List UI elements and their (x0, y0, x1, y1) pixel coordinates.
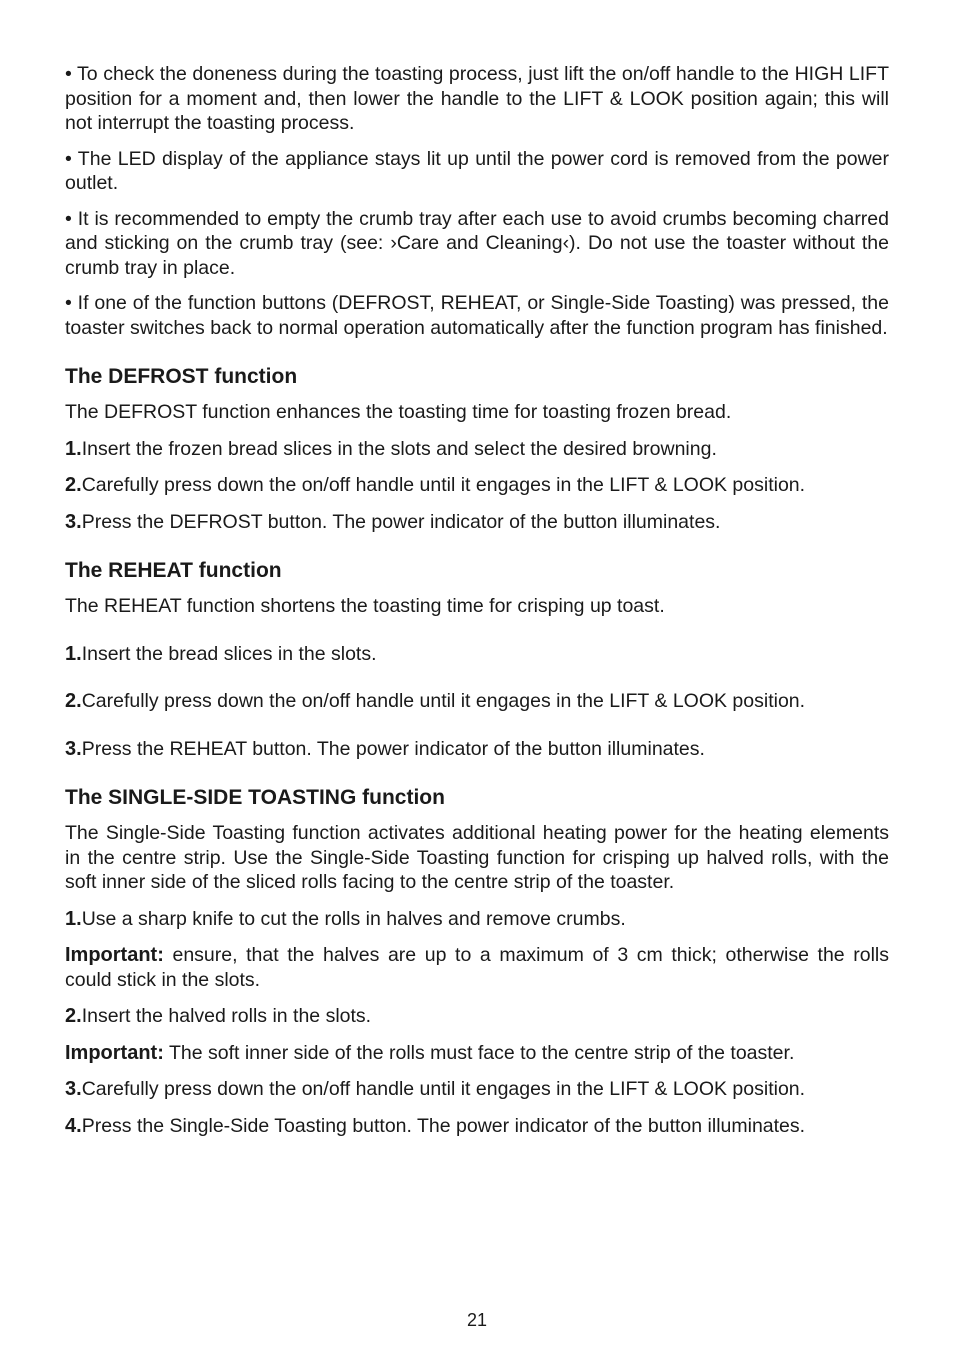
step-number: 3. (65, 1078, 82, 1100)
step-number: 2. (65, 474, 82, 496)
important-text: ensure, that the halves are up to a maximum of 3 cm thick; otherwise the rolls could stick in the slots. (65, 944, 889, 991)
step-number: 1. (65, 642, 82, 665)
step-text: Press the Single-Side Toasting button. The power indicator of the button illuminates. (81, 1114, 806, 1137)
bullet-crumb-tray: • It is recommended to empty the crumb tray after each use to avoid crumbs becoming charred and sticking on the crumb tray (see: ›Care and Cleaning‹). Do not use the toaster without the crumb tray in place. (65, 207, 889, 279)
step-number: 4. (65, 1114, 82, 1137)
reheat-step-3 (65, 737, 889, 762)
defrost-heading: The DEFROST function (65, 365, 298, 388)
defrost-intro: The DEFROST function enhances the toasting time for toasting frozen bread. (65, 401, 732, 423)
step-text: Insert the bread slices in the slots. (81, 642, 377, 665)
step-text: Carefully press down the on/off handle until it engages in the LIFT & LOOK position. (81, 1078, 806, 1100)
manual-page (65, 62, 889, 1150)
defrost-step-1 (65, 437, 889, 462)
step-text: Use a sharp knife to cut the rolls in halves and remove crumbs. (81, 907, 626, 930)
single-side-step-1 (65, 907, 889, 932)
step-number: 3. (65, 510, 82, 533)
single-side-step-3 (65, 1077, 889, 1102)
step-number: 1. (65, 907, 82, 930)
reheat-step-2 (65, 689, 889, 714)
defrost-section (65, 364, 889, 534)
single-side-intro: The Single-Side Toasting function activates additional heating power for the heating elements in the centre strip. Use the Single-Side Toasting function for crisping up halved rolls, with the soft inner side of the sliced rolls facing to the centre strip of the toaster. (65, 822, 889, 893)
important-note-inner-side (65, 1041, 889, 1066)
bullet-led-display: • The LED display of the appliance stays lit up until the power cord is removed from the power outlet. (65, 147, 889, 194)
step-number: 2. (65, 1005, 82, 1027)
reheat-heading: The REHEAT function (65, 559, 282, 582)
reheat-step-1 (65, 642, 889, 667)
single-side-heading: The SINGLE-SIDE TOASTING function (65, 786, 445, 809)
bullet-function-buttons: • If one of the function buttons (DEFROST, REHEAT, or Single-Side Toasting) was pressed, the toaster switches back to normal operation automatically after the function program has finished. (65, 292, 889, 339)
important-note-thickness (65, 943, 889, 992)
single-side-step-4 (65, 1114, 889, 1139)
single-side-step-2 (65, 1004, 889, 1029)
important-text: The soft inner side of the rolls must face to the centre strip of the toaster. (163, 1041, 795, 1064)
bullet-doneness: • To check the doneness during the toasting process, just lift the on/off handle to the HIGH LIFT position for a moment and, then lower the handle to the LIFT & LOOK position again; this will not interrupt the toasting process. (65, 63, 889, 134)
reheat-section (65, 558, 889, 761)
step-text: Insert the halved rolls in the slots. (81, 1005, 372, 1027)
step-text: Insert the frozen bread slices in the slots and select the desired browning. (81, 437, 717, 460)
step-text: Carefully press down the on/off handle until it engages in the LIFT & LOOK position. (81, 474, 806, 496)
single-side-section (65, 785, 889, 1138)
important-label: Important: (65, 1041, 164, 1064)
step-text: Press the DEFROST button. The power indicator of the button illuminates. (81, 510, 721, 533)
defrost-step-2 (65, 473, 889, 498)
reheat-intro: The REHEAT function shortens the toasting time for crisping up toast. (65, 595, 665, 617)
important-label: Important: (65, 944, 164, 966)
step-text: Carefully press down the on/off handle until it engages in the LIFT & LOOK position. (81, 690, 806, 712)
step-number: 1. (65, 437, 82, 460)
page-number: 21 (466, 1310, 488, 1330)
defrost-step-3 (65, 510, 889, 535)
step-number: 3. (65, 737, 82, 760)
step-number: 2. (65, 690, 82, 712)
step-text: Press the REHEAT button. The power indicator of the button illuminates. (81, 737, 705, 760)
